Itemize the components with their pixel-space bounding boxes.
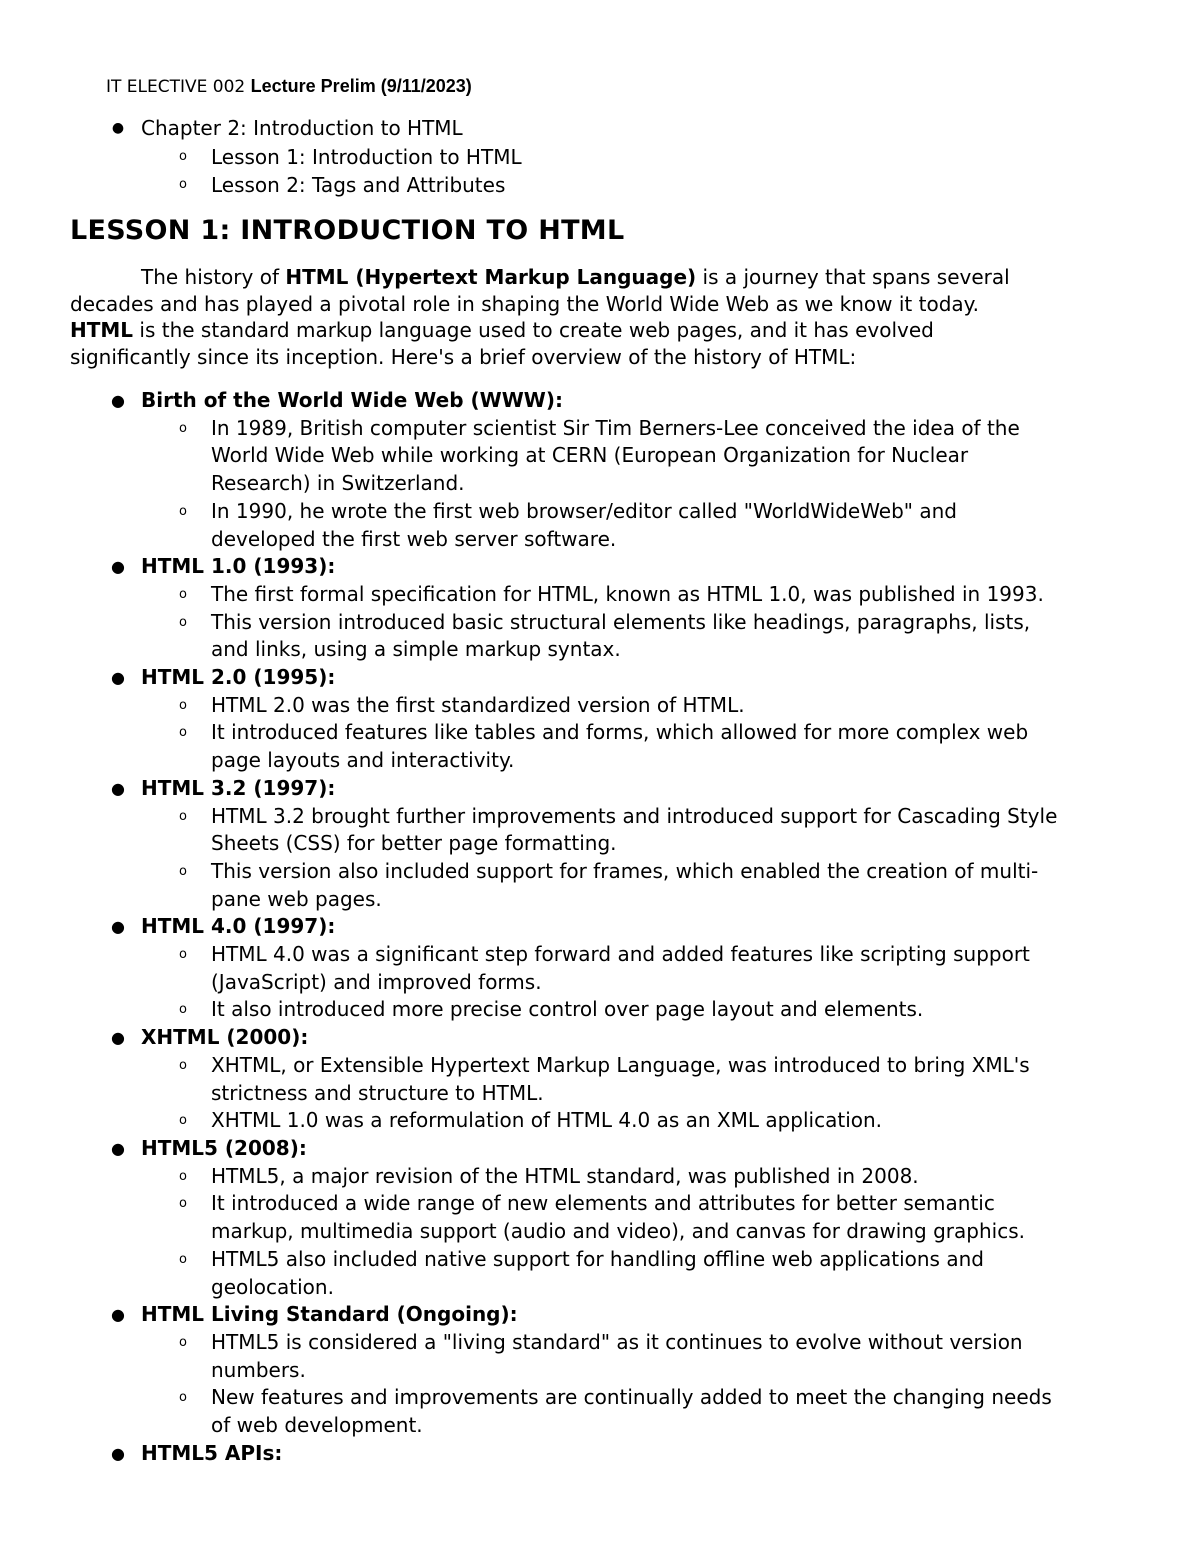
item-line: Research) in Switzerland.: [211, 471, 465, 496]
history-section: [0, 664, 1200, 692]
history-section: [0, 775, 1200, 803]
item-line: numbers.: [211, 1357, 306, 1382]
circle-bullet-icon: o: [179, 1334, 187, 1350]
lecture-title: Lecture Prelim (9/11/2023): [250, 76, 472, 96]
intro-paragraph: [70, 264, 1140, 370]
lesson-heading: LESSON 1: INTRODUCTION TO HTML: [70, 215, 625, 246]
intro-line: [70, 317, 1140, 344]
item-line: pane web pages.: [211, 886, 382, 911]
circle-bullet-icon: o: [179, 148, 187, 164]
circle-bullet-icon: o: [179, 725, 187, 741]
circle-bullet-icon: o: [179, 177, 187, 192]
item-line: HTML 2.0 was the first standardized version of HTML.: [211, 692, 745, 717]
history-item: [0, 1107, 1200, 1135]
toc-chapter-label: Chapter 2: Introduction to HTML: [141, 116, 463, 140]
circle-bullet-icon: o: [179, 420, 187, 436]
history-section: [0, 913, 1200, 941]
history-item: [0, 858, 1200, 913]
history-item: [0, 803, 1200, 858]
section-title: HTML5 (2008):: [141, 1135, 307, 1160]
section-title: HTML5 APIs:: [141, 1440, 283, 1465]
item-line: It introduced features like tables and forms, which allowed for more complex web: [211, 720, 1029, 745]
section-title: HTML 2.0 (1995):: [141, 665, 336, 690]
intro-term: HTML: [70, 318, 134, 342]
item-line: This version introduced basic structural elements like headings, paragraphs, lists,: [211, 609, 1031, 634]
bullet-icon: ●: [111, 557, 125, 577]
history-item: [0, 1163, 1200, 1191]
intro-text: is the standard markup language used to create web pages, and it has evolved: [133, 318, 934, 342]
item-line: In 1989, British computer scientist Sir Tim Berners-Lee conceived the idea of the: [211, 415, 1020, 440]
bullet-icon: ●: [111, 668, 125, 688]
item-line: It introduced a wide range of new elements and attributes for better semantic: [211, 1191, 995, 1216]
history-section: [0, 1135, 1200, 1163]
bullet-icon: ●: [111, 120, 125, 136]
bullet-icon: ●: [111, 917, 125, 937]
item-line: It also introduced more precise control over page layout and elements.: [211, 997, 924, 1022]
item-line: HTML5, a major revision of the HTML standard, was published in 2008.: [211, 1163, 919, 1188]
history-item: [0, 1246, 1200, 1301]
circle-bullet-icon: o: [179, 1390, 187, 1406]
history-item: [0, 941, 1200, 996]
item-line: markup, multimedia support (audio and video), and canvas for drawing graphics.: [211, 1219, 1025, 1244]
history-list: [0, 387, 1200, 1467]
history-item: [0, 415, 1200, 498]
history-item: [0, 1190, 1200, 1245]
item-line: HTML5 is considered a "living standard" as it continues to evolve without version: [211, 1329, 1023, 1354]
bullet-icon: ●: [111, 1305, 125, 1325]
bullet-icon: ●: [111, 778, 125, 798]
history-item: [0, 996, 1200, 1024]
item-line: geolocation.: [211, 1274, 334, 1299]
item-line: and links, using a simple markup syntax.: [211, 637, 621, 662]
item-line: developed the first web server software.: [211, 526, 617, 551]
circle-bullet-icon: o: [179, 1113, 187, 1129]
item-line: Sheets (CSS) for better page formatting.: [211, 831, 617, 856]
item-line: (JavaScript) and improved forms.: [211, 969, 542, 994]
history-item: [0, 692, 1200, 720]
section-title: HTML Living Standard (Ongoing):: [141, 1302, 518, 1327]
section-title: Birth of the World Wide Web (WWW):: [141, 388, 563, 412]
intro-term: HTML (Hypertext Markup Language): [285, 265, 697, 289]
history-item: [0, 498, 1200, 553]
intro-text: The history of: [141, 265, 286, 289]
circle-bullet-icon: o: [179, 1251, 187, 1267]
course-code: IT ELECTIVE 002: [106, 77, 246, 97]
history-item: [0, 1384, 1200, 1439]
toc-lesson: [0, 171, 1200, 200]
item-line: of web development.: [211, 1413, 423, 1438]
bullet-icon: ●: [111, 391, 125, 410]
history-item: [0, 609, 1200, 664]
item-line: page layouts and interactivity.: [211, 748, 515, 773]
document-header: [106, 74, 472, 99]
history-section: [0, 387, 1200, 415]
toc-chapter: [0, 114, 1200, 143]
circle-bullet-icon: o: [179, 503, 187, 519]
circle-bullet-icon: o: [179, 808, 187, 824]
item-line: HTML 4.0 was a significant step forward and added features like scripting support: [211, 942, 1030, 967]
toc-lesson-label: Lesson 1: Introduction to HTML: [211, 144, 522, 169]
circle-bullet-icon: o: [179, 614, 187, 630]
circle-bullet-icon: o: [179, 863, 187, 879]
section-title: XHTML (2000):: [141, 1025, 309, 1050]
history-item: [0, 1052, 1200, 1107]
item-line: XHTML 1.0 was a reformulation of HTML 4.0 as an XML application.: [211, 1108, 883, 1133]
item-line: New features and improvements are continually added to meet the changing needs: [211, 1385, 1052, 1410]
item-line: This version also included support for frames, which enabled the creation of multi-: [211, 858, 1039, 883]
history-section: [0, 1440, 1200, 1468]
circle-bullet-icon: o: [179, 1168, 187, 1184]
history-item: [0, 1329, 1200, 1384]
circle-bullet-icon: o: [179, 947, 187, 963]
bullet-icon: ●: [111, 1443, 125, 1463]
item-line: XHTML, or Extensible Hypertext Markup Language, was introduced to bring XML's: [211, 1052, 1030, 1077]
circle-bullet-icon: o: [179, 1057, 187, 1073]
section-title: HTML 1.0 (1993):: [141, 554, 336, 579]
item-line: World Wide Web while working at CERN (European Organization for Nuclear: [211, 443, 969, 468]
section-title: HTML 3.2 (1997):: [141, 775, 336, 800]
intro-line: [70, 264, 1140, 291]
item-line: The first formal specification for HTML, known as HTML 1.0, was published in 1993.: [211, 581, 1044, 606]
history-item: [0, 719, 1200, 774]
circle-bullet-icon: o: [179, 586, 187, 602]
toc-lesson-label: Lesson 2: Tags and Attributes: [211, 173, 506, 197]
intro-line: decades and has played a pivotal role in shaping the World Wide Web as we know it today.: [70, 291, 979, 316]
history-section: [0, 553, 1200, 581]
circle-bullet-icon: o: [179, 697, 187, 713]
intro-text: is a journey that spans several: [696, 265, 1010, 289]
toc-lesson: [0, 143, 1200, 172]
item-line: HTML 3.2 brought further improvements and introduced support for Cascading Style: [211, 803, 1058, 828]
circle-bullet-icon: o: [179, 1196, 187, 1212]
bullet-icon: ●: [111, 1028, 125, 1048]
circle-bullet-icon: o: [179, 1002, 187, 1018]
bullet-icon: ●: [111, 1138, 125, 1158]
table-of-contents: [0, 114, 1200, 200]
history-section: [0, 1024, 1200, 1052]
item-line: In 1990, he wrote the first web browser/editor called "WorldWideWeb" and: [211, 498, 957, 523]
item-line: HTML5 also included native support for handling offline web applications and: [211, 1246, 984, 1271]
history-item: [0, 581, 1200, 609]
history-section: [0, 1301, 1200, 1329]
item-line: strictness and structure to HTML.: [211, 1080, 544, 1105]
intro-line: significantly since its inception. Here's a brief overview of the history of HTML:: [70, 344, 857, 369]
section-title: HTML 4.0 (1997):: [141, 914, 336, 939]
